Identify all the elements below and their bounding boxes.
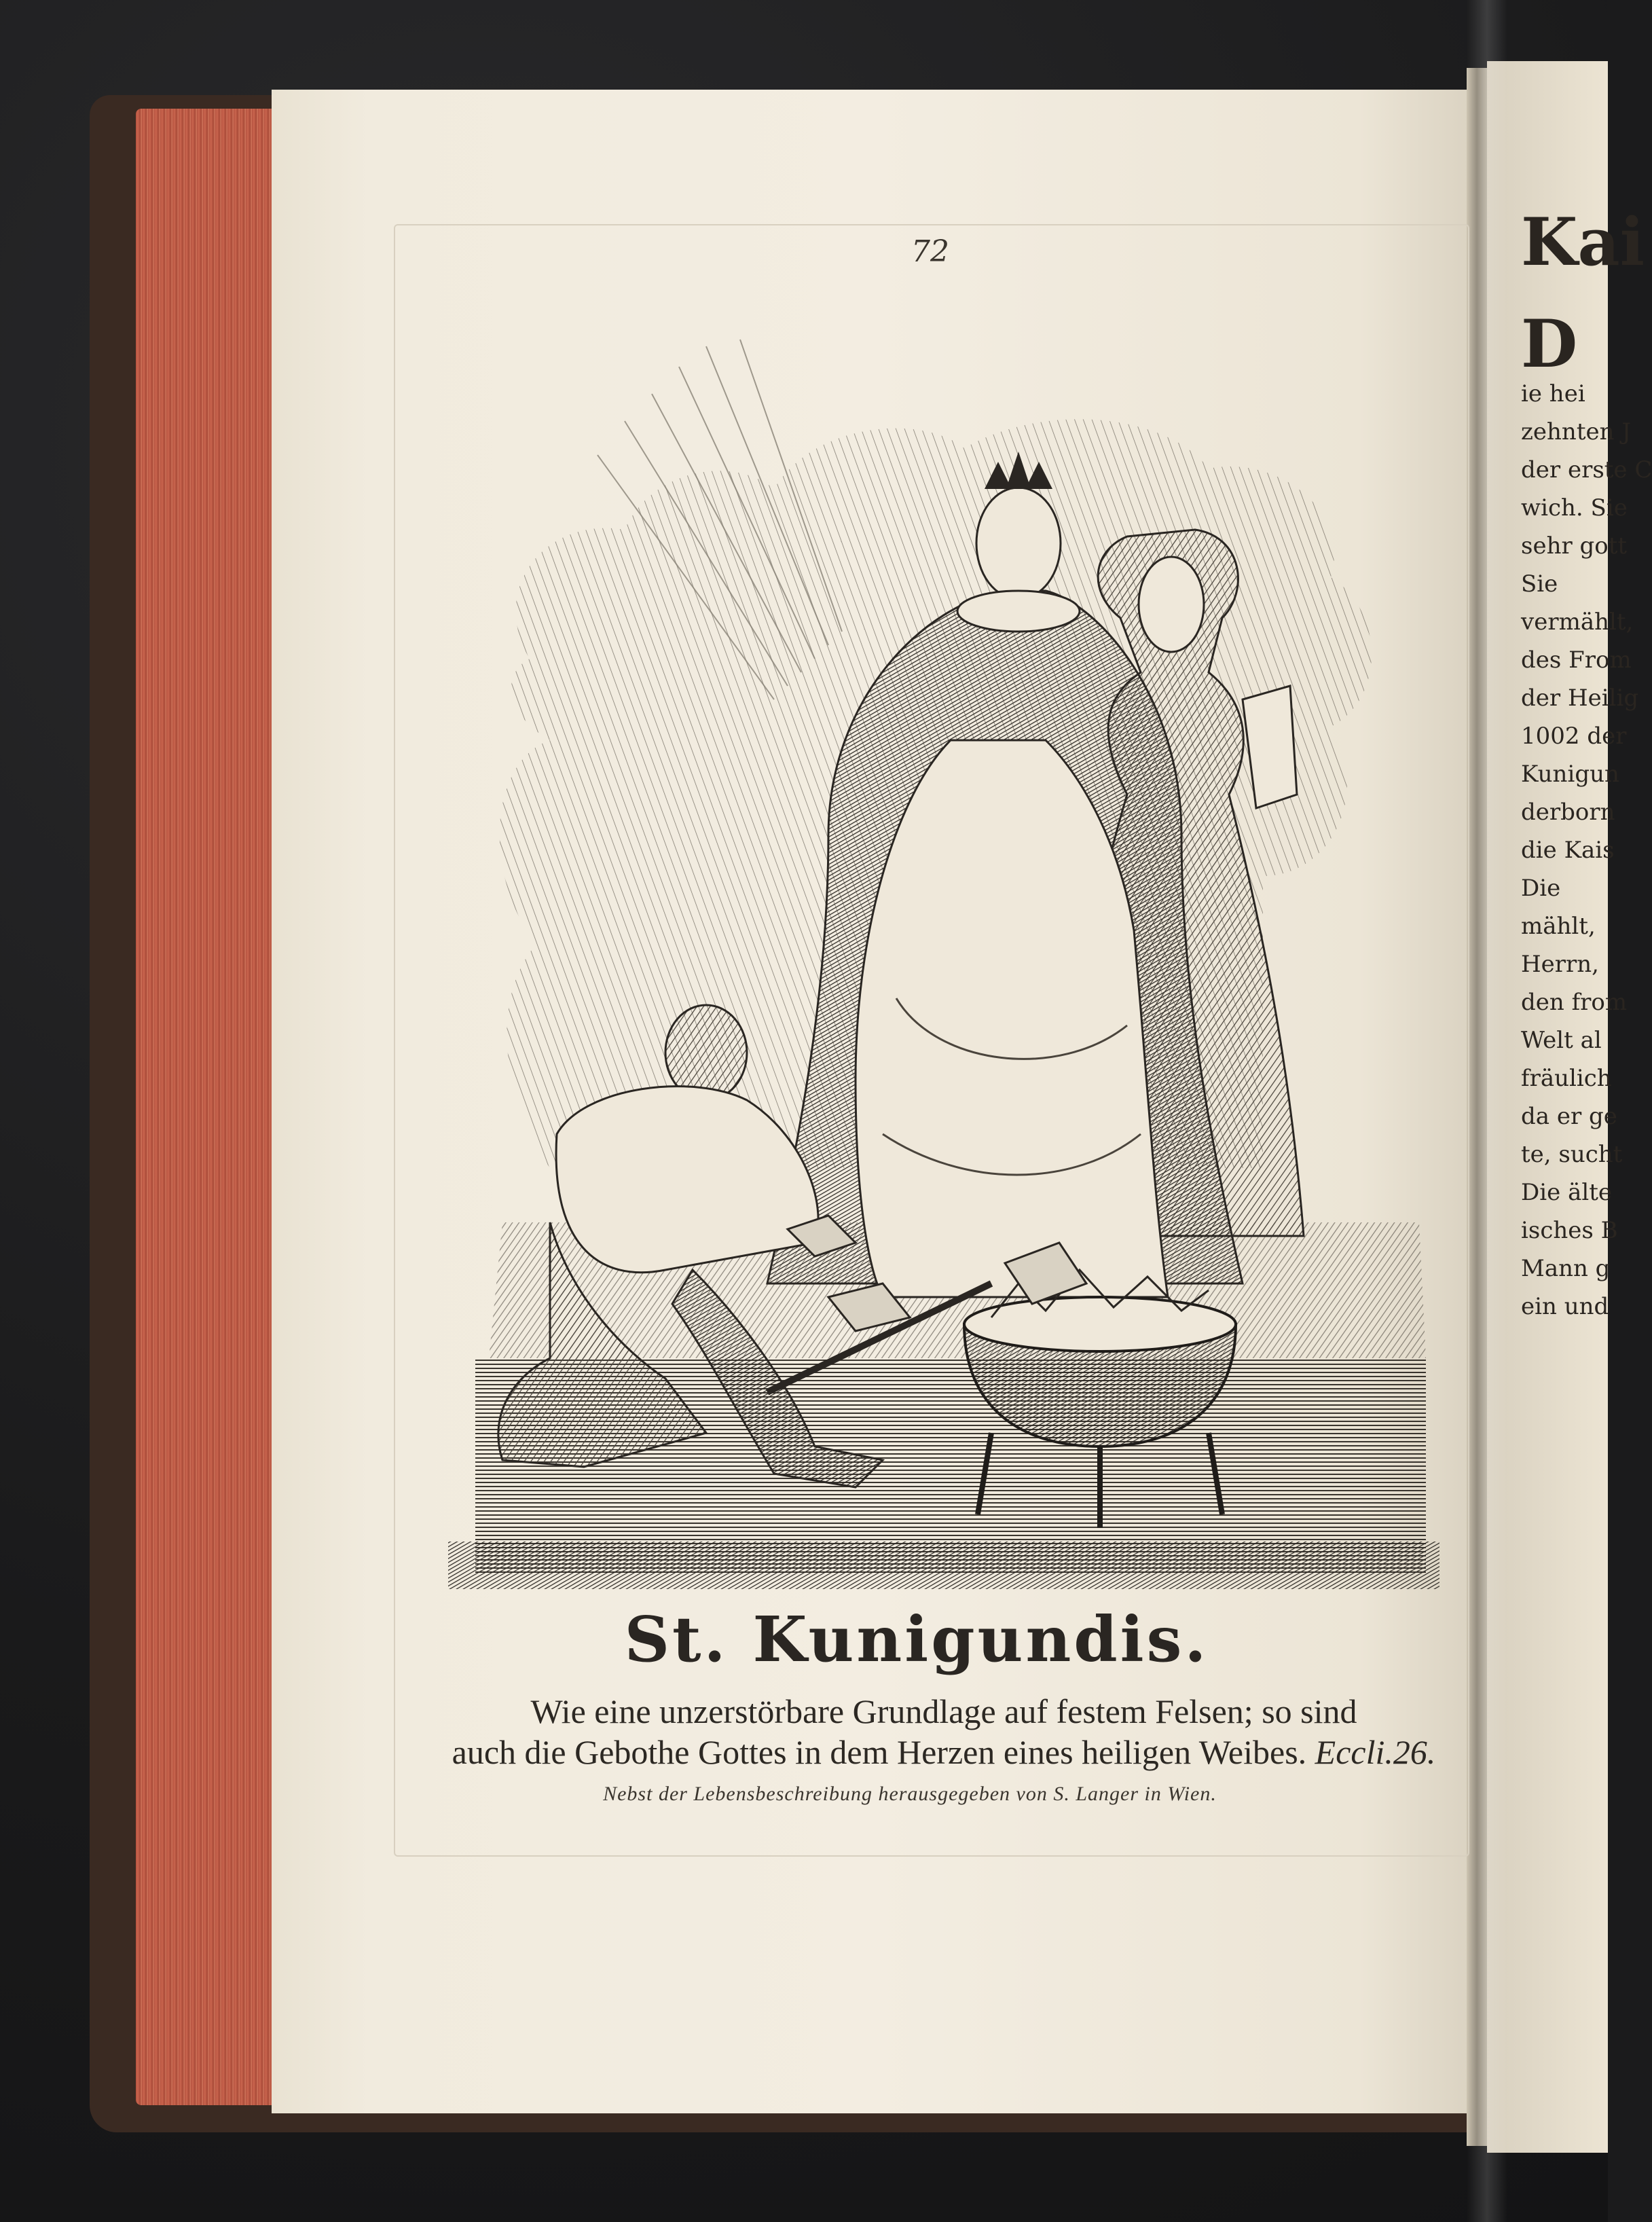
facing-page-heading: Kai <box>1521 204 1645 280</box>
plate-title: St. Kunigundis. <box>624 1603 1209 1676</box>
facing-page-line: fräulich <box>1521 1065 1612 1092</box>
facing-page-lines <box>1521 380 1652 1331</box>
facing-page-text <box>1521 204 1652 1331</box>
facing-page-line: Welt al <box>1521 1027 1602 1054</box>
motto-reference: Eccli.26. <box>1315 1733 1436 1771</box>
facing-page-line: der Heilig <box>1521 685 1639 712</box>
engraving-illustration <box>448 319 1439 1589</box>
facing-page-line: ein und <box>1521 1293 1609 1320</box>
facing-page-line: mählt, <box>1521 913 1596 940</box>
facing-page-line: wich. Sie <box>1521 494 1628 522</box>
facing-page-line: isches B <box>1521 1217 1618 1244</box>
facing-page-line: te, sucht <box>1521 1141 1623 1168</box>
motto-line-2-text: auch die Gebothe Gottes in dem Herzen eines heiligen Weibes. <box>452 1733 1307 1771</box>
facing-page-line: Herrn, <box>1521 951 1599 978</box>
page-number: 72 <box>911 234 949 269</box>
glass-reflection <box>1467 0 1507 2222</box>
facing-page-line: Sie <box>1521 570 1558 598</box>
facing-page-line: sehr gott <box>1521 532 1628 560</box>
facing-page-line: Mann g <box>1521 1255 1611 1282</box>
facing-page-line: ie hei <box>1521 380 1585 407</box>
publisher-credit: Nebst der Lebensbeschreibung herausgegeben von S. Langer in Wien. <box>603 1783 1217 1805</box>
facing-page-line: derborn <box>1521 799 1615 826</box>
motto-line-1: Wie eine unzerstörbare Grundlage auf festem Felsen; so sind <box>530 1692 1357 1730</box>
facing-page-drop-cap: D <box>1521 306 1578 382</box>
facing-page-line: des From <box>1521 646 1632 674</box>
facing-page-line: die Kais <box>1521 837 1615 864</box>
facing-page-line: den from <box>1521 989 1628 1016</box>
plate-motto <box>435 1691 1453 1772</box>
facing-page-line: vermählt, <box>1521 608 1634 636</box>
facing-page-line: der erste C <box>1521 456 1652 484</box>
facing-page-line: da er ge <box>1521 1103 1617 1130</box>
facing-page-line: Die älte <box>1521 1179 1612 1206</box>
facing-page-line: zehnten J <box>1521 418 1631 445</box>
page-edges <box>136 109 272 2105</box>
facing-page-line: 1002 der <box>1521 723 1627 750</box>
facing-page-line: Die <box>1521 875 1561 902</box>
facing-page-line: Kunigun <box>1521 761 1619 788</box>
motto-line-2 <box>435 1732 1453 1772</box>
